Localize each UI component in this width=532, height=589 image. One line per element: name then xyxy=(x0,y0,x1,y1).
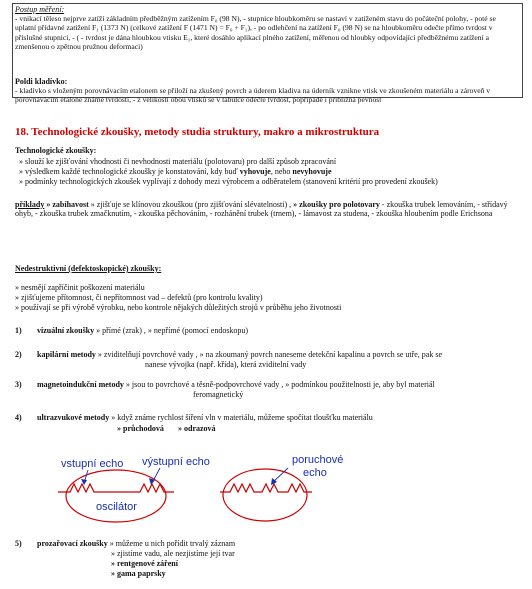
method-2-text2: nanese vývojka (např. křída), která zviditelní vady xyxy=(145,360,307,369)
priklady-label: příklady xyxy=(15,200,45,209)
postup-heading: Postup měření: xyxy=(15,5,65,14)
label-vystupni-echo: výstupní echo xyxy=(142,456,210,468)
zabihavost-label: » zabíhavost xyxy=(46,200,89,209)
method-2-name: kapilární metody xyxy=(37,350,96,359)
method-3-num: 3) xyxy=(15,380,22,389)
method-3-text: » jsou to povrchové a těsně-podpovrchové vady , » podmínkou použitelnosti je, aby byl materiál xyxy=(125,380,435,389)
nedestr-bullet-2: » zjišťujeme přítomnost, či nepřítomnost vad – defektů (pro kontrolu kvality) xyxy=(15,293,263,302)
label-poruchove: poruchové xyxy=(292,454,344,466)
poldi-text: - kladívko s vloženým porovnávacím etalonem se přiloží na zkušený povrch a úderem kladiva na úderník vznikne vtisk ve zkoušeném materiálu a zároveň v porovnávacím etalone známé tvrdosti, - z velikosti obou vtisků se v tabulce odečte tvrdost, popřípadě i přibližná pevnost xyxy=(15,86,491,105)
tech-nebo: , nebo xyxy=(270,167,291,176)
method-2-num: 2) xyxy=(15,350,22,359)
method-4-text: » když známe rychlost šíření vln v materiálu, můžeme spočítat tloušťku materiálu xyxy=(111,413,373,422)
right-ellipse xyxy=(223,469,307,521)
method-5-name: prozařovací zkoušky xyxy=(37,539,108,548)
priklady-block: příklady » zabíhavost » zjišťuje se klínovou zkouškou (pro zjišťování slévatelnosti) , » zkoušky pro polotovary - zkouška trubek lemováním, - střídavý ohyb, - zkouška trubek zmačknutím, - zkouška pěchováním, - rozhánění trubek (trnem), - lámavost za studena, - zkouška hloubením podle Erichsona xyxy=(15,200,508,219)
label-oscilator: oscilátor xyxy=(96,501,137,513)
left-wave xyxy=(58,484,174,492)
postup-text: - vnikací těleso nejprve zatíží základním předběžným zatížením F₀ (98 N), - stupnice hloubkoměru se nastaví v zatíženém stavu do počáteční polohy, - poté se uplatní přídavné zatížení F₁ (1373 N) (celkové zatížení F (1471 N) = F₀ + F₁), - po odlehčení na zatížení F₀ (98 N) se na hloubkoměru odečte přímo tvrdost v příslušné stupnici, - ( - tvrdost je dána hloubkou vtisku E₁, které dosáhlo aplikací plného zatížení, měřenou od hloubky odpovídající předběžnému zatížení a zmenšenou o zpětnou pružnou deformaci) xyxy=(15,14,496,51)
method-5-text: » můžeme u nich pořídit trvalý záznam xyxy=(109,539,236,548)
zabihavost-text: » zjišťuje se klínovou zkouškou (pro zjišťování slévatelnosti) xyxy=(90,200,288,209)
method-1-num: 1) xyxy=(15,326,22,335)
polotovary-text: - zkouška trubek lemováním, - střídavý ohyb, - zkouška trubek zmačknutím, - zkouška pěchováním, - rozhánění trubek (trnem), - lámavost za studena, - zkouška hloubením podle Erichsona xyxy=(15,200,508,219)
section-title: 18. Technologické zkoušky, metody studia struktury, makro a mikrostruktura xyxy=(15,126,380,138)
tech-bullet-2-text: » výsledkem každé technologické zkoušky je konstatování, kdy buď xyxy=(19,167,238,176)
method-4-odrazova: » odrazová xyxy=(178,424,216,433)
method-1-name: vizuální zkoušky xyxy=(37,326,95,335)
right-wave xyxy=(220,484,312,492)
label-vstupni-echo: vstupní echo xyxy=(61,458,124,470)
method-5-sub-3: » gama paprsky xyxy=(111,569,166,578)
tech-heading: Technologické zkoušky: xyxy=(15,146,97,155)
tech-nevyhovuje: nevyhovuje xyxy=(292,167,332,176)
method-5-num: 5) xyxy=(15,539,22,548)
method-3-name: magnetoindukční metody xyxy=(37,380,124,389)
nedestr-bullet-3: » používají se při výrobě výrobku, nebo kontrole nějakých důležitých strojů v průběhu jeho životnosti xyxy=(15,303,342,312)
label-echo: echo xyxy=(303,467,327,479)
method-5-sub-2: » rentgenové záření xyxy=(111,559,178,568)
method-5 xyxy=(15,539,235,548)
method-1-text: » přímé (zrak) , » nepřímé (pomocí endoskopu) xyxy=(96,326,249,335)
nedestr-heading: Nedestruktivní (defektoskopické) zkoušky: xyxy=(15,264,162,273)
method-4-num: 4) xyxy=(15,413,22,422)
tech-vyhovuje: vyhovuje xyxy=(239,167,271,176)
method-2-text: » zviditelňují povrchové vady , » na zkoumaný povrch naneseme detekční kapalinu a povrch se utře, pak se xyxy=(97,350,443,359)
method-5-sub-1: » zjistíme vadu, ale nezjistíme její tvar xyxy=(111,549,235,558)
method-4-name: ultrazvukové metody xyxy=(37,413,110,422)
left-ellipse xyxy=(66,470,166,522)
method-3-text2: feromagnetický xyxy=(193,390,244,399)
nedestr-bullet-1: » nesmějí zapříčinit poškození materiálu xyxy=(15,283,145,292)
tech-bullet-3: » podmínky technologických zkoušek vyplívají z dohody mezi výrobcem a odběratelem (stanovení kritérií pro provedení zkoušek) xyxy=(19,177,438,186)
method-4-pruchodova: » průchodová xyxy=(117,424,164,433)
polotovary-label: » zkoušky pro polotovary xyxy=(293,200,380,209)
poldi-heading: Poldi kladívko: xyxy=(15,77,68,86)
tech-bullet-1: » slouží ke zjišťování vhodnosti či nevhodnosti materiálu (polotovaru) pro další způsob zpracování xyxy=(19,157,337,166)
